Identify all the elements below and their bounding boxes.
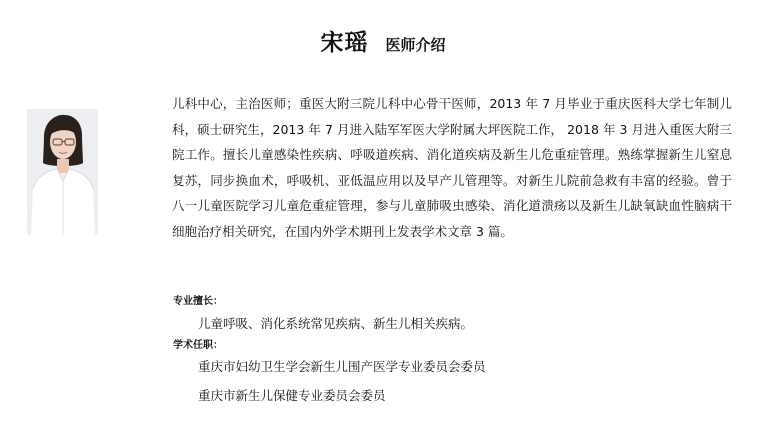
doctor-photo — [27, 109, 98, 235]
doctor-introduction: 儿科中心，主治医师；重医大附三院儿科中心骨干医师，2013 年 7 月毕业于重庆医科大学七年制儿科，硕士研究生，2013 年 7 月进入陆军军医大学附属大坪医院工作， 2018 年 3 月进入重医大附三院工作。擅长儿童感染性疾病、呼吸道疾病、消化道疾病及新生儿危重症管理。熟练掌握新生儿窒息复苏，同步换血术，呼吸机、亚低温应用以及早产儿管理等。对新生儿院前急救有丰富的经验。曾于八一儿童医院学习儿童危重症管理，参与儿童肺吸虫感染、消化道溃疡以及新生儿缺氧缺血性脑病干细胞治疗相关研究，在国内外学术期刊上发表学术文章 3 篇。 — [172, 96, 732, 239]
academic-item: 重庆市妇幼卫生学会新生儿围产医学专业委员会委员 — [198, 359, 486, 374]
page-heading: 医师介绍 — [385, 36, 446, 54]
specialty-label: 专业擅长： — [173, 296, 223, 307]
page-title — [0, 24, 766, 57]
doctor-portrait-image — [27, 109, 98, 235]
academic-label: 学术任职： — [173, 340, 223, 351]
academic-item: 重庆市新生儿保健专业委员会委员 — [198, 388, 386, 403]
specialty-item: 儿童呼吸、消化系统常见疾病、新生儿相关疾病。 — [198, 316, 474, 331]
doctor-name: 宋瑶 — [320, 29, 369, 56]
